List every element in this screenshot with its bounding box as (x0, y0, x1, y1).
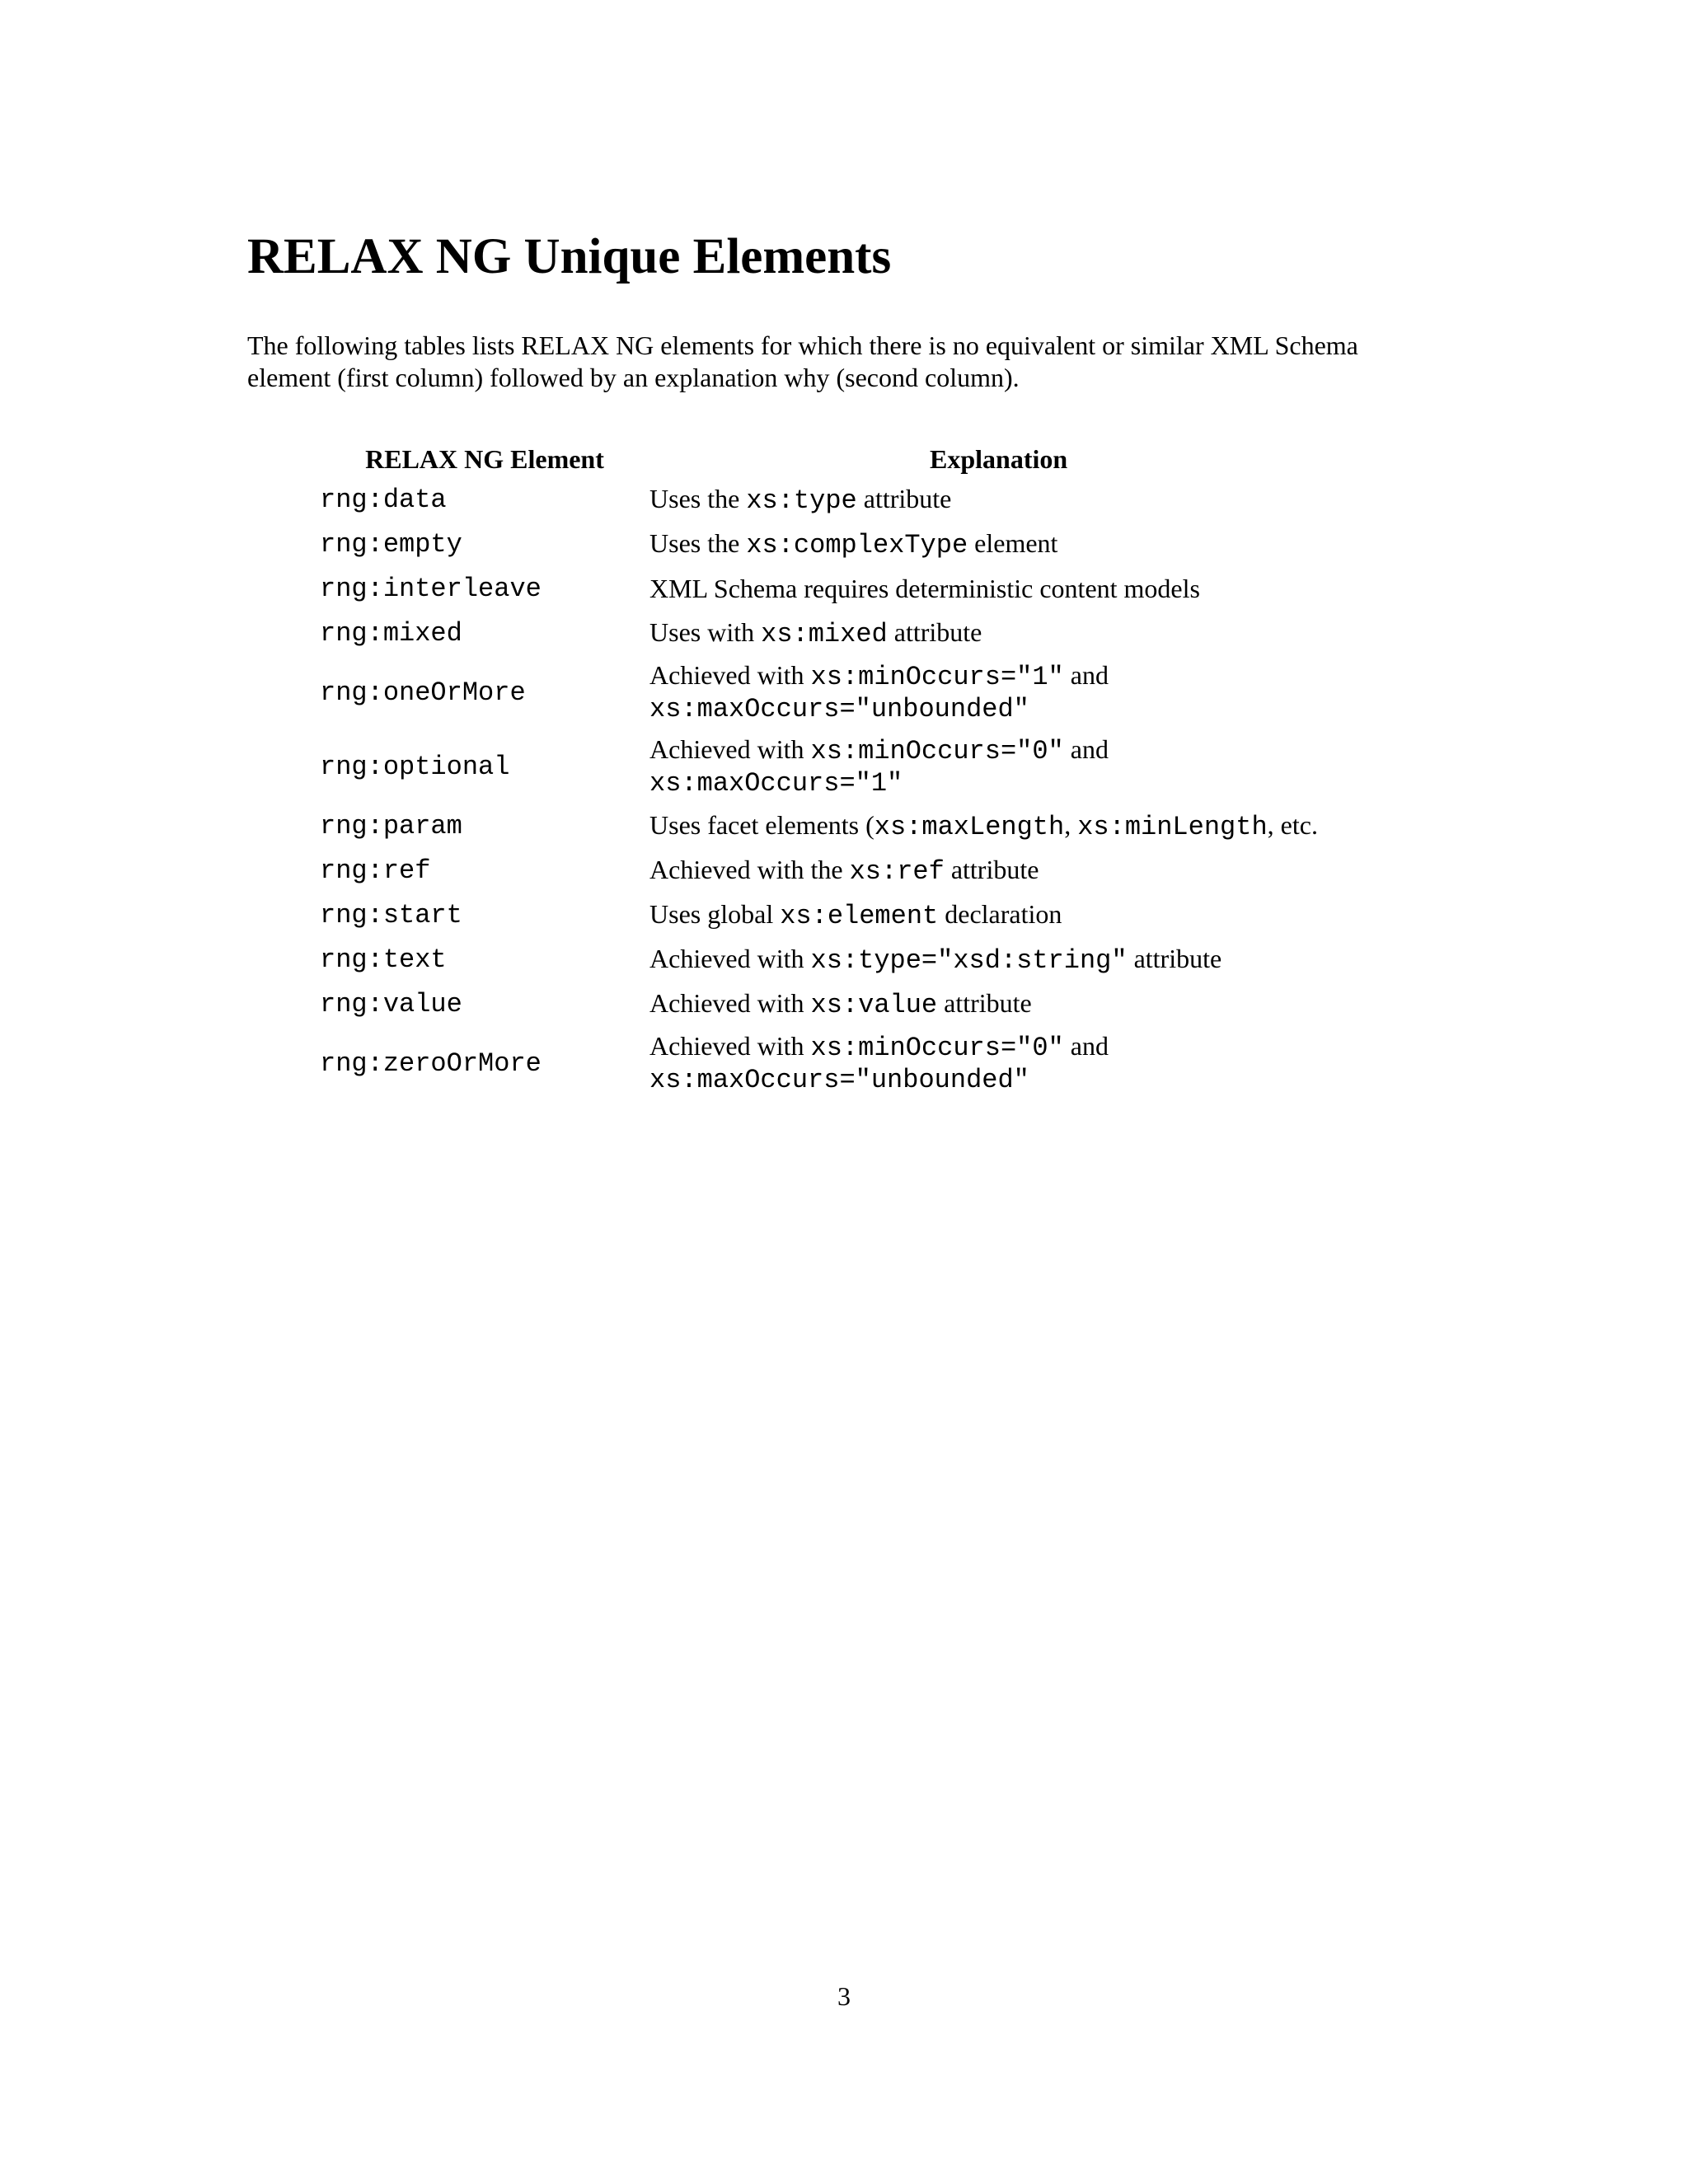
explanation-cell (649, 944, 1474, 976)
explanation-line (649, 660, 1474, 692)
element-name-cell: rng:optional (320, 751, 510, 782)
column-header-explanation: Explanation (930, 444, 1068, 474)
text-fragment: attribute (937, 987, 1032, 1018)
text-fragment: element (968, 527, 1058, 558)
explanation-line (649, 988, 1474, 1020)
text-fragment: and (1063, 734, 1109, 764)
text-fragment: attribute (856, 483, 952, 513)
table-row (320, 937, 1474, 982)
text-fragment: attribute (887, 616, 982, 647)
text-fragment: declaration (938, 898, 1062, 929)
text-fragment: attribute (944, 854, 1039, 884)
explanation-line (649, 574, 1474, 604)
explanation-line (649, 734, 1474, 766)
code-fragment: xs:type (746, 485, 857, 516)
text-fragment: , (1064, 809, 1078, 840)
table-row (320, 804, 1474, 848)
column-header-element: RELAX NG Element (365, 444, 604, 474)
code-fragment: xs:type="xsd:string" (810, 944, 1128, 976)
code-fragment: xs:element (780, 900, 939, 931)
text-fragment: , etc. (1267, 809, 1318, 840)
text-fragment: attribute (1127, 943, 1222, 973)
code-fragment: xs:complexType (746, 529, 968, 560)
code-fragment: xs:minOccurs="1" (810, 662, 1064, 692)
text-fragment: and (1063, 660, 1109, 690)
explanation-line (649, 1031, 1474, 1063)
text-fragment: Achieved with (649, 1031, 811, 1061)
text-fragment: and (1063, 1031, 1109, 1061)
explanation-line (649, 855, 1474, 887)
explanation-line (649, 810, 1474, 842)
code-fragment: xs:minLength (1077, 811, 1268, 842)
table-row (320, 982, 1474, 1026)
explanation-cell (649, 810, 1474, 842)
code-fragment: xs:minOccurs="0" (810, 1033, 1064, 1063)
table-row (320, 611, 1474, 655)
table-row (320, 655, 1474, 729)
element-name-cell: rng:param (320, 810, 462, 841)
element-name-cell: rng:empty (320, 528, 462, 560)
table-row (320, 522, 1474, 566)
code-fragment: xs:mixed (761, 618, 888, 649)
text-fragment: Uses the (649, 483, 747, 513)
element-name-cell: rng:zeroOrMore (320, 1047, 542, 1079)
page-number: 3 (837, 1981, 851, 2011)
text-fragment: Achieved with (649, 734, 811, 764)
page-title: RELAX NG Unique Elements (247, 229, 892, 284)
explanation-line (649, 766, 1474, 799)
code-fragment: xs:value (810, 989, 938, 1020)
explanation-line (649, 944, 1474, 976)
element-name-cell: rng:start (320, 899, 462, 930)
code-fragment: xs:maxLength (874, 811, 1065, 842)
table-row (320, 848, 1474, 893)
text-fragment: Uses the (649, 527, 747, 558)
explanation-cell (649, 734, 1474, 799)
intro-paragraph: The following tables lists RELAX NG elements for which there is no equivalent or similar XML Schema element (first column) followed by an explanation why (second column). (247, 330, 1358, 392)
element-name-cell: rng:interleave (320, 573, 542, 604)
table-row (320, 566, 1474, 611)
explanation-line (649, 692, 1474, 724)
text-fragment: Achieved with the (649, 854, 850, 884)
table-row (320, 729, 1474, 804)
table-row (320, 893, 1474, 937)
explanation-cell (649, 617, 1474, 649)
element-name-cell: rng:value (320, 988, 462, 1019)
explanation-cell (649, 660, 1474, 724)
table-row (320, 477, 1474, 522)
text-fragment: Uses global (649, 898, 781, 929)
explanation-line (649, 899, 1474, 931)
element-name-cell: rng:text (320, 944, 447, 975)
text-fragment: Uses with (649, 616, 762, 647)
elements-table (320, 441, 1474, 1100)
explanation-cell (649, 574, 1474, 604)
text-fragment: Achieved with (649, 943, 811, 973)
text-fragment: Achieved with (649, 987, 811, 1018)
table-header (320, 441, 1474, 477)
element-name-cell: rng:data (320, 484, 447, 515)
element-name-cell: rng:oneOrMore (320, 677, 526, 708)
explanation-line (649, 528, 1474, 560)
explanation-cell (649, 899, 1474, 931)
element-name-cell: rng:ref (320, 855, 431, 886)
table-body (320, 477, 1474, 1100)
explanation-cell (649, 988, 1474, 1020)
text-fragment: Uses facet elements ( (649, 809, 874, 840)
explanation-cell (649, 484, 1474, 516)
text-fragment: XML Schema requires deterministic content models (649, 573, 1200, 603)
code-fragment: xs:minOccurs="0" (810, 736, 1064, 766)
explanation-cell (649, 1031, 1474, 1095)
explanation-cell (649, 528, 1474, 560)
code-fragment: xs:maxOccurs="unbounded" (649, 1065, 1029, 1095)
explanation-line (649, 484, 1474, 516)
code-fragment: xs:maxOccurs="unbounded" (649, 694, 1029, 724)
element-name-cell: rng:mixed (320, 617, 462, 649)
table-row (320, 1026, 1474, 1100)
code-fragment: xs:ref (849, 855, 945, 887)
code-fragment: xs:maxOccurs="1" (649, 768, 903, 799)
explanation-line (649, 1063, 1474, 1095)
text-fragment: Achieved with (649, 660, 811, 690)
explanation-cell (649, 855, 1474, 887)
explanation-line (649, 617, 1474, 649)
